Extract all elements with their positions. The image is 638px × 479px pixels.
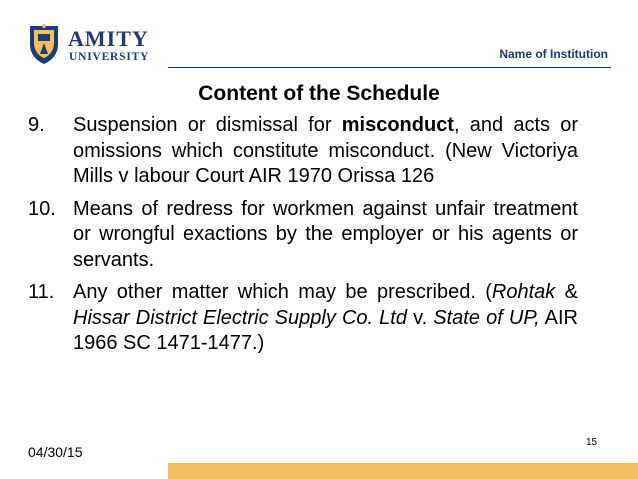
logo-name: AMITY <box>68 26 149 51</box>
emphasis-misconduct: misconduct <box>341 114 454 136</box>
case-party: Hissar District Electric Supply Co. Ltd <box>73 306 407 329</box>
logo-subtitle: UNIVERSITY <box>69 51 150 63</box>
header-divider <box>168 67 611 68</box>
page-number: 15 <box>586 437 598 448</box>
amity-logo <box>26 22 166 72</box>
item-text: Any other matter which may be prescribed. (Rohtak & Hissar District Electric Supply Co. Ltd v. State of UP, AIR 1966 SC 1471-1477.) <box>73 281 579 354</box>
item-number: 10. <box>28 197 56 220</box>
item-number: 9. <box>28 114 45 136</box>
case-party: Rohtak <box>491 281 556 303</box>
item-number: 11. <box>28 281 55 303</box>
item-text: Means of redress for workmen against unfair treatment or wrongful exactions by the employer or his agents or servants. <box>73 197 578 271</box>
list-item <box>28 280 578 357</box>
list-item <box>28 113 578 190</box>
item-text: Suspension or dismissal for misconduct, and acts or omissions which constitute misconduct. (New Victoriya Mills v labour Court AIR 1970 Orissa 126 <box>73 114 579 187</box>
amity-emblem-icon <box>26 22 62 66</box>
institution-name: Name of Institution <box>499 47 608 61</box>
case-party: State of UP, <box>433 306 540 329</box>
schedule-list <box>28 113 578 364</box>
footer-bar <box>168 463 638 479</box>
slide-title: Content of the Schedule <box>198 82 440 105</box>
list-item <box>28 197 578 274</box>
footer-date: 04/30/15 <box>28 444 83 460</box>
